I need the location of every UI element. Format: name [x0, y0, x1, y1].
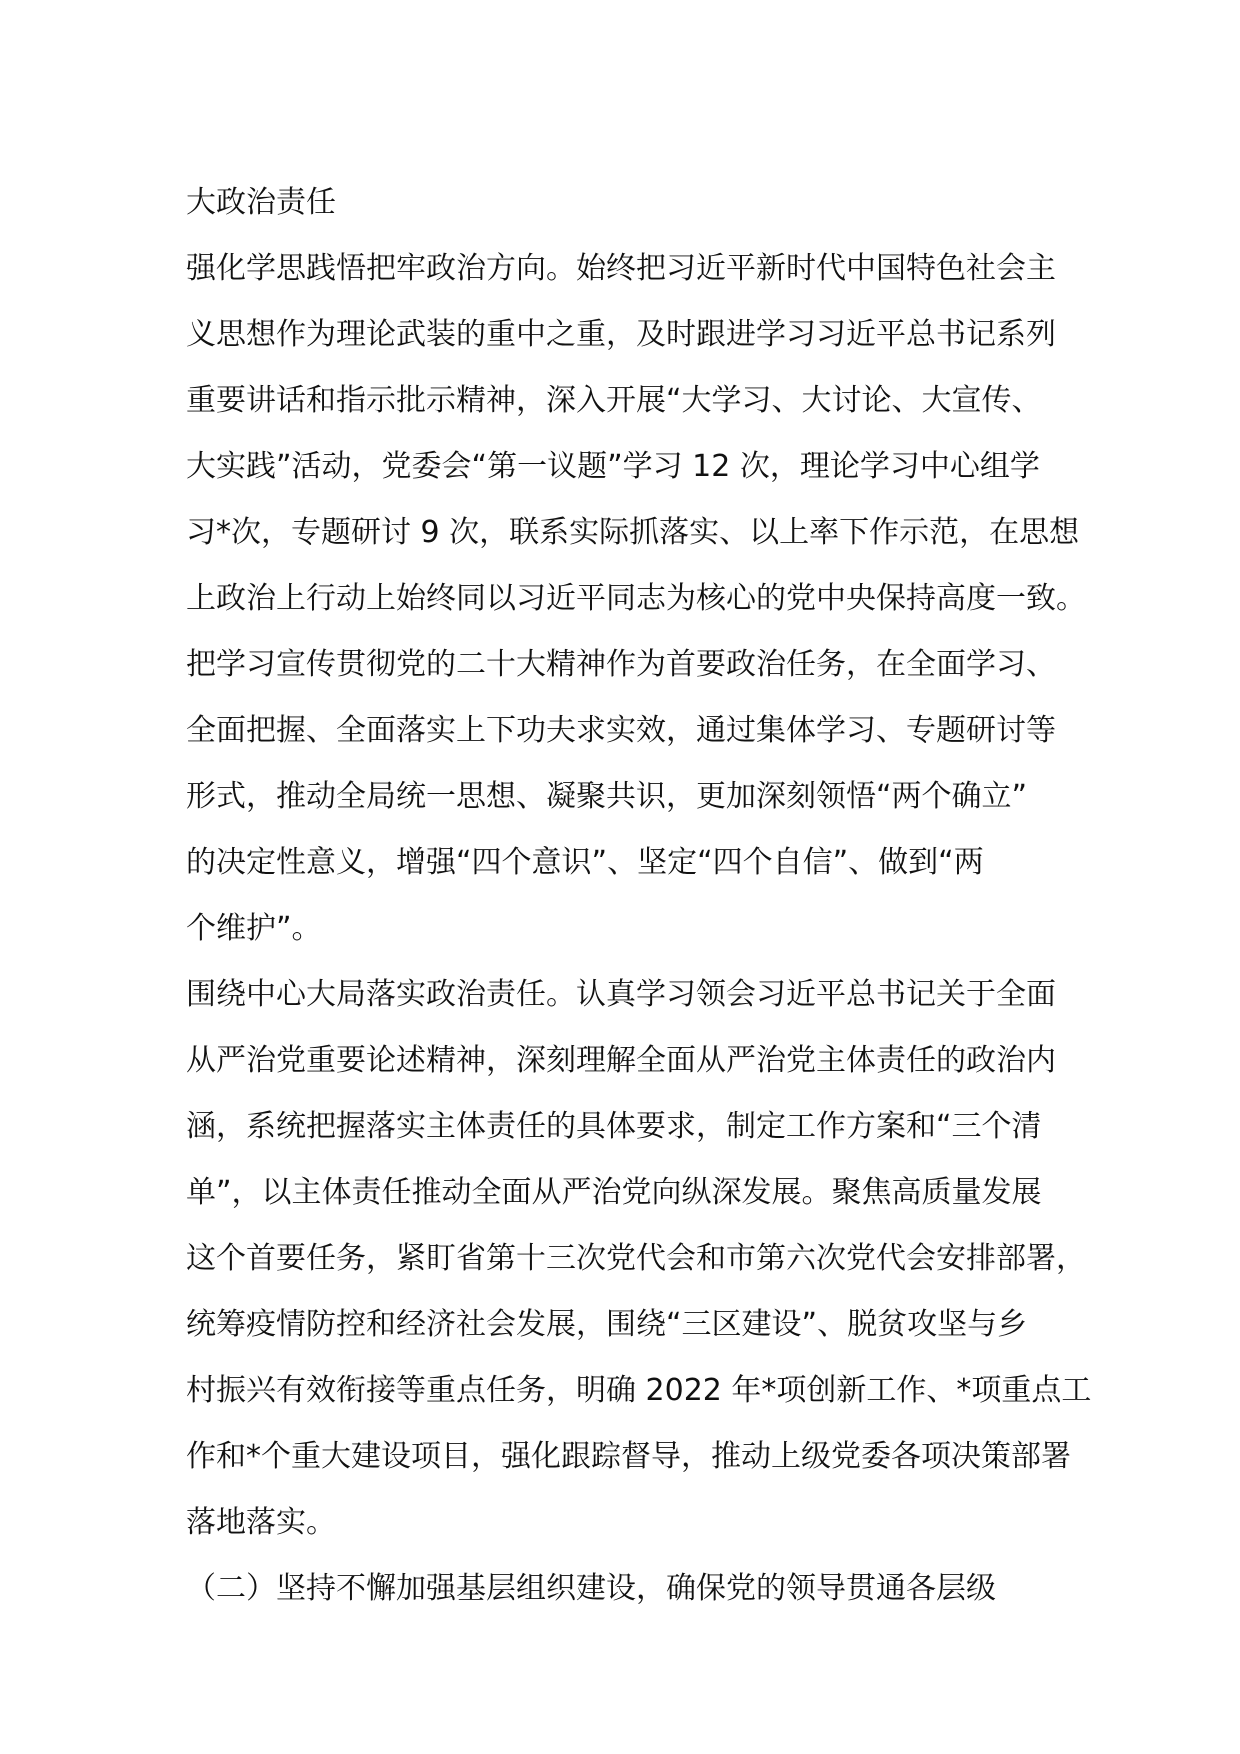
text-line: 落地落实。 — [186, 1505, 336, 1540]
text-line: 重要讲话和指示批示精神，深入开展“大学习、大讨论、大宣传、 — [186, 383, 1042, 418]
text-line: 上政治上行动上始终同以习近平同志为核心的党中央保持高度一致。 — [186, 581, 1086, 616]
text-line: 全面把握、全面落实上下功夫求实效，通过集体学习、专题研讨等 — [186, 713, 1056, 748]
text-line: 这个首要任务，紧盯省第十三次党代会和市第六次党代会安排部署， — [186, 1241, 1086, 1276]
document-body — [186, 170, 1096, 1622]
text-line: 大政治责任 — [186, 185, 336, 220]
text-line: 涵，系统把握落实主体责任的具体要求，制定工作方案和“三个清 — [186, 1109, 1042, 1144]
text-line: 作和*个重大建设项目，强化跟踪督导，推动上级党委各项决策部署 — [186, 1439, 1071, 1474]
text-line: 义思想作为理论武装的重中之重，及时跟进学习习近平总书记系列 — [186, 317, 1056, 352]
section-heading: （二）坚持不懈加强基层组织建设，确保党的领导贯通各层级 — [186, 1571, 996, 1606]
text-line: 单”，以主体责任推动全面从严治党向纵深发展。聚焦高质量发展 — [186, 1175, 1042, 1210]
text-line: 习*次，专题研讨 9 次，联系实际抓落实、以上率下作示范，在思想 — [186, 515, 1080, 550]
text-line: 形式，推动全局统一思想、凝聚共识，更加深刻领悟“两个确立” — [186, 779, 1028, 814]
text-line: 大实践”活动，党委会“第一议题”学习 12 次，理论学习中心组学 — [186, 449, 1040, 484]
text-line: 的决定性意义，增强“四个意识”、坚定“四个自信”、做到“两 — [186, 845, 984, 880]
text-line: 个维护”。 — [186, 911, 322, 946]
text-line: 围绕中心大局落实政治责任。认真学习领会习近平总书记关于全面 — [186, 977, 1056, 1012]
text-line: 从严治党重要论述精神，深刻理解全面从严治党主体责任的政治内 — [186, 1043, 1056, 1078]
text-line: 强化学思践悟把牢政治方向。始终把习近平新时代中国特色社会主 — [186, 251, 1056, 286]
text-line: 把学习宣传贯彻党的二十大精神作为首要政治任务，在全面学习、 — [186, 647, 1056, 682]
text-line: 统筹疫情防控和经济社会发展，围绕“三区建设”、脱贫攻坚与乡 — [186, 1307, 1028, 1342]
text-line: 村振兴有效衔接等重点任务，明确 2022 年*项创新工作、*项重点工 — [186, 1373, 1092, 1408]
